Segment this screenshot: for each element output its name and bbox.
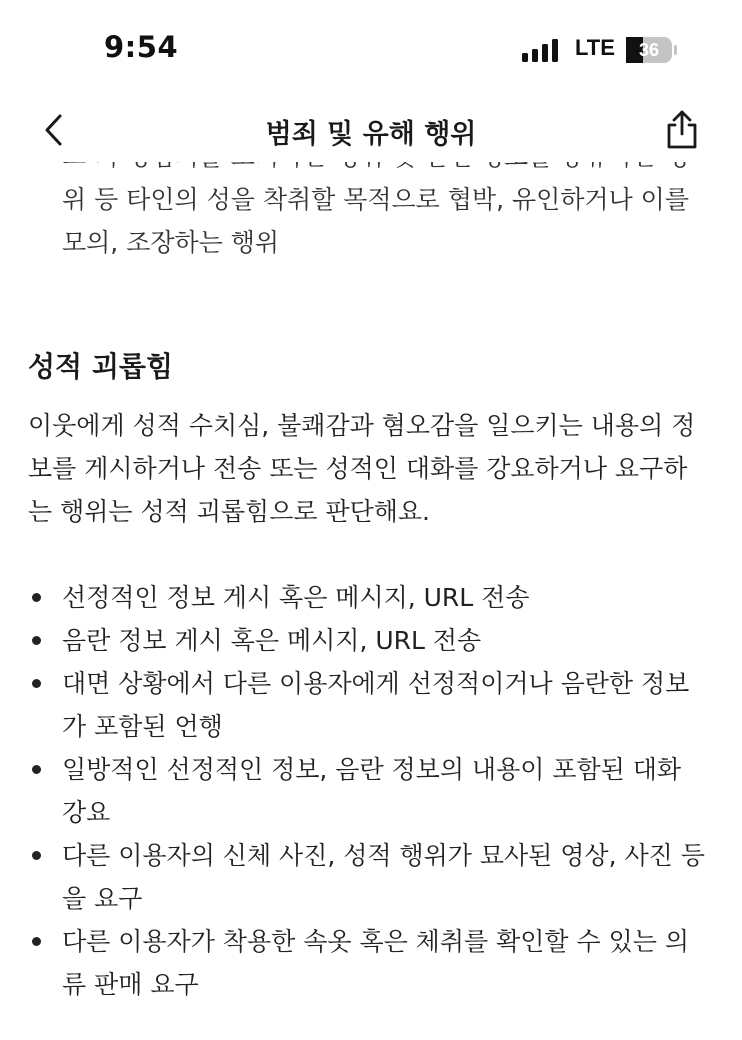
list-item: 일방적인 선정적인 정보, 음란 정보의 내용이 포함된 대화 강요	[0, 748, 742, 834]
list-item: 선정적인 정보 게시 혹은 메시지, URL 전송	[0, 576, 742, 619]
status-bar	[0, 0, 742, 100]
navigation-bar	[0, 100, 742, 162]
sexual-harassment-list	[0, 576, 742, 1006]
content-scroll-area[interactable]	[0, 162, 742, 1040]
battery-percentage: 36	[638, 40, 660, 60]
network-type: LTE	[575, 35, 615, 60]
page-title: 범죄 및 유해 행위	[265, 119, 477, 150]
share-icon	[660, 106, 704, 152]
section-description: 이웃에게 성적 수치심, 불쾌감과 혐오감을 일으키는 내용의 정보를 게시하거나 전송 또는 성적인 대화를 강요하거나 요구하는 행위는 성적 괴롭힘으로 판단해요.	[28, 411, 696, 526]
list-item: 다른 이용자의 신체 사진, 성적 행위가 묘사된 영상, 사진 등을 요구	[0, 834, 742, 920]
list-item: 음란 정보 게시 혹은 메시지, URL 전송	[0, 619, 742, 662]
section-heading: 성적 괴롭힘	[28, 350, 173, 383]
list-item: 위 등 타인의 성을 착취할 목적으로 협박, 유인하거나 이를 모의, 조장하는 행위	[0, 135, 742, 264]
list-item: 다른 이용자가 착용한 속옷 혹은 체취를 확인할 수 있는 의류 판매 요구	[0, 920, 742, 1006]
status-time: 9:54	[104, 30, 179, 64]
battery-icon	[626, 37, 672, 63]
content-body	[0, 135, 742, 1006]
cellular-signal-icon	[522, 38, 562, 62]
list-item: 대면 상황에서 다른 이용자에게 선정적이거나 음란한 정보가 포함된 언행	[0, 662, 742, 748]
battery-tip	[674, 45, 677, 55]
share-button[interactable]	[660, 106, 704, 152]
